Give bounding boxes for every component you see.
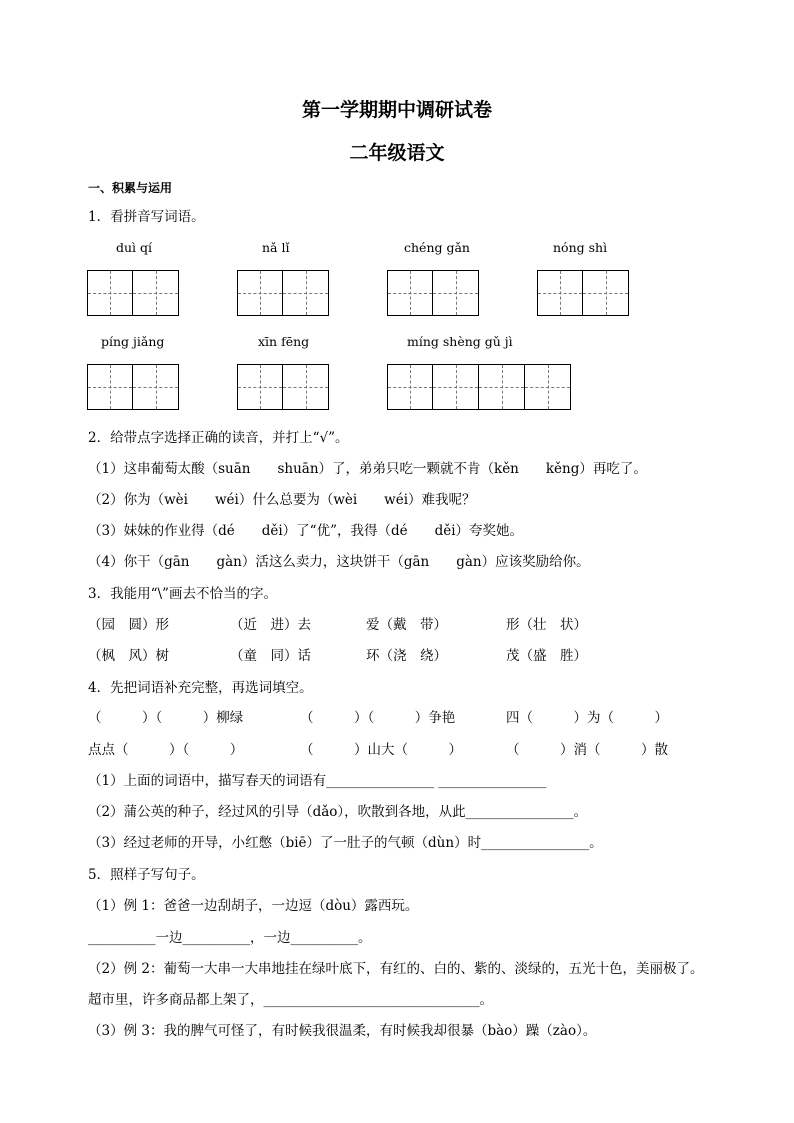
word-choice: 形（壮 状） [506, 617, 587, 633]
grid-cell[interactable] [133, 364, 179, 410]
page-subtitle: 二年级语文 [349, 142, 445, 164]
grid-cell[interactable] [433, 364, 479, 410]
writing-grid[interactable] [537, 270, 629, 316]
grid-cell[interactable] [237, 270, 283, 316]
grid-cell[interactable] [525, 364, 571, 410]
writing-grid[interactable] [87, 270, 179, 316]
page-title: 第一学期期中调研试卷 [301, 99, 492, 121]
writing-grid[interactable] [87, 364, 179, 410]
grid-cell[interactable] [237, 364, 283, 410]
question-item: （3）妹妹的作业得（dé děi）了“优”，我得（dé děi）夸奖她。 [88, 523, 524, 539]
grid-cell[interactable] [537, 270, 583, 316]
grid-cell[interactable] [283, 364, 329, 410]
question-3-heading: 3．我能用“\”画去不恰当的字。 [88, 586, 277, 602]
writing-grid[interactable] [237, 364, 329, 410]
word-choice: （园 圆）形 [88, 617, 169, 633]
idiom-blank[interactable]: （ ）（ ）争艳 [300, 710, 456, 726]
pinyin-label: píng jiǎng [101, 334, 165, 349]
grid-cell[interactable] [133, 270, 179, 316]
idiom-blank[interactable]: 点点（ ）（ ） [88, 742, 244, 758]
pinyin-label: duì qí [116, 240, 153, 255]
word-choice: 茂（盛 胜） [506, 648, 587, 664]
question-4-heading: 4．先把词语补充完整，再选词填空。 [88, 680, 313, 696]
question-1-heading: 1．看拼音写词语。 [88, 209, 205, 225]
grid-cell[interactable] [387, 364, 433, 410]
example-sentence: （2）例 2：葡萄一大串一大串地挂在绿叶底下，有红的、白的、紫的、淡绿的，五光十色，美丽极了。 [88, 961, 704, 977]
idiom-blank[interactable]: （ ）山大（ ） [300, 742, 462, 758]
pinyin-label: míng shèng gǔ jì [407, 334, 513, 349]
grid-cell[interactable] [433, 270, 479, 316]
grid-cell[interactable] [583, 270, 629, 316]
pinyin-label: xīn fēng [258, 334, 310, 349]
question-item: （2）你为（wèi wéi）什么总要为（wèi wéi）难我呢？ [88, 492, 476, 508]
question-item[interactable]: （1）上面的词语中，描写春天的词语有________________ ________________ [88, 773, 547, 789]
word-choice: （近 进）去 [230, 617, 311, 633]
section-heading: 一、积累与运用 [88, 181, 173, 195]
grid-cell[interactable] [87, 364, 133, 410]
word-choice: （童 同）话 [230, 648, 311, 664]
question-item: （4）你干（gān gàn）活这么卖力，这块饼干（gān gàn）应该奖励给你。 [88, 554, 590, 570]
word-choice: 爱（戴 带） [366, 617, 447, 633]
pinyin-label: chéng gǎn [404, 240, 470, 255]
idiom-blank[interactable]: （ ）消（ ）散 [506, 742, 668, 758]
example-sentence: （1）例 1：爸爸一边刮胡子，一边逗（dòu）露西玩。 [88, 898, 419, 914]
writing-grid[interactable] [387, 270, 479, 316]
grid-cell[interactable] [479, 364, 525, 410]
grid-cell[interactable] [387, 270, 433, 316]
idiom-blank[interactable]: （ ）（ ）柳绿 [88, 710, 244, 726]
question-item[interactable]: （3）经过老师的开导，小红憋（biē）了一肚子的气顿（dùn）时________________。 [88, 835, 603, 851]
question-2-heading: 2．给带点字选择正确的读音，并打上“√”。 [88, 430, 349, 446]
pinyin-label: nóng shì [553, 240, 608, 255]
answer-line[interactable]: 超市里，许多商品都上架了，________________________________。 [88, 992, 493, 1008]
writing-grid[interactable] [237, 270, 329, 316]
word-choice: 环（浇 绕） [366, 648, 447, 664]
question-item: （1）这串葡萄太酸（suān shuān）了，弟弟只吃一颗就不肯（kěn kěng）再吃了。 [88, 461, 647, 477]
grid-cell[interactable] [283, 270, 329, 316]
pinyin-label: nǎ lǐ [262, 240, 290, 255]
grid-cell[interactable] [87, 270, 133, 316]
question-item[interactable]: （2）蒲公英的种子，经过风的引导（dǎo），吹散到各地，从此________________。 [88, 804, 588, 820]
word-choice: （枫 风）树 [88, 648, 169, 664]
writing-grid[interactable] [387, 364, 571, 410]
idiom-blank[interactable]: 四（ ）为（ ） [506, 710, 668, 726]
example-sentence: （3）例 3：我的脾气可怪了，有时候我很温柔，有时候我却很暴（bào）躁（zào）。 [88, 1023, 597, 1039]
answer-line[interactable]: __________一边__________，一边__________。 [88, 930, 372, 946]
question-5-heading: 5．照样子写句子。 [88, 867, 205, 883]
